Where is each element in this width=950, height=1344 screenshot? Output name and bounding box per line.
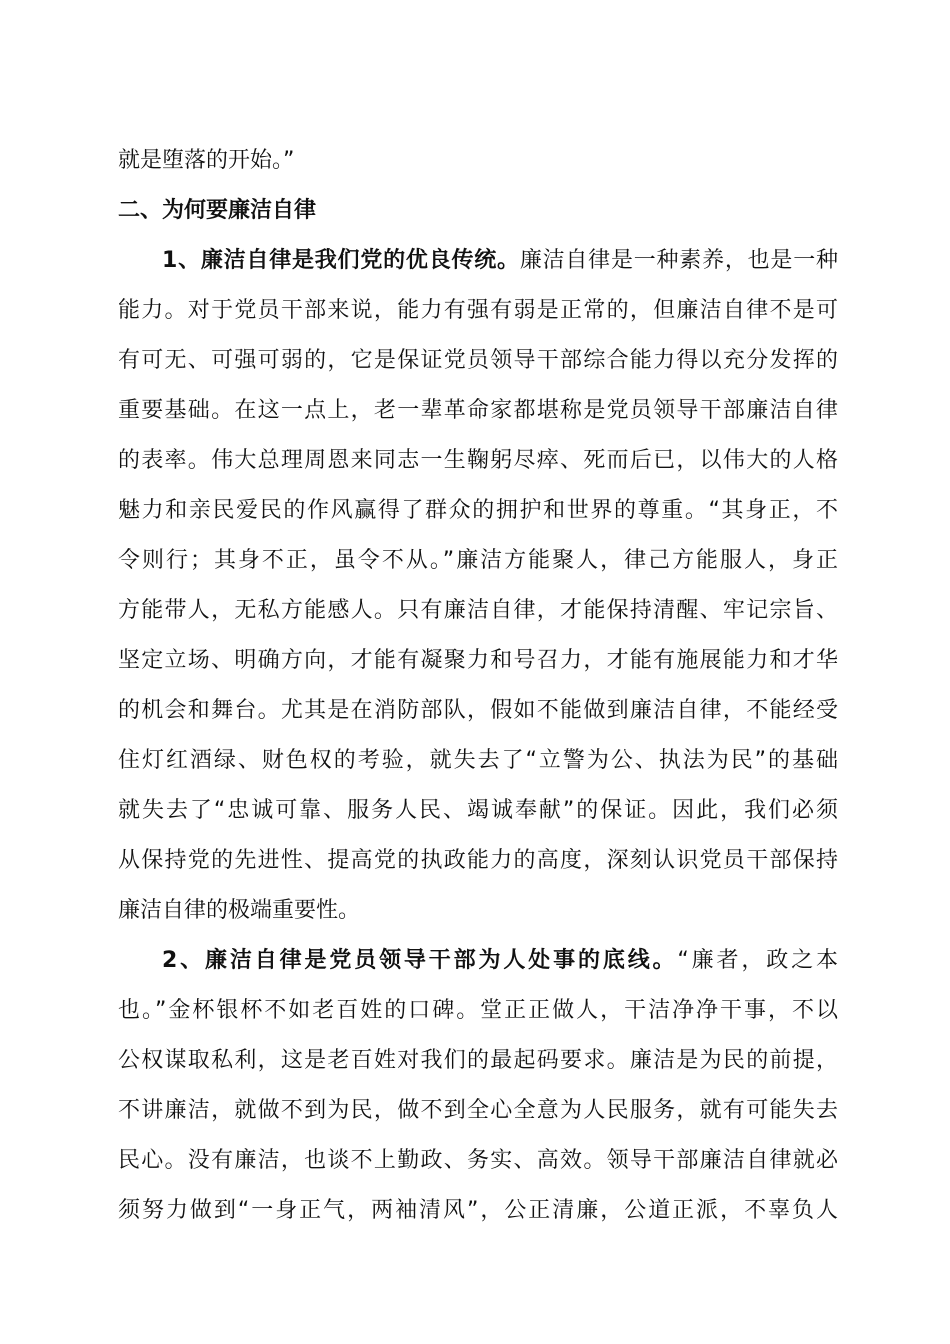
paragraph-line: 重要基础。在这一点上，老一辈革命家都堪称是党员领导干部廉洁自律: [118, 398, 838, 423]
paragraph-line: 须努力做到“一身正气，两袖清风”，公正清廉，公道正派，不辜负人: [118, 1198, 838, 1223]
paragraph-line: [118, 936, 838, 986]
paragraph-line: 就失去了“忠诚可靠、服务人民、竭诚奉献”的保证。因此，我们必须: [118, 798, 838, 823]
paragraph-lead: 1、廉洁自律是我们党的优良传统。: [162, 248, 520, 273]
document-body: [118, 136, 838, 1236]
paragraph-line: 从保持党的先进性、提高党的执政能力的高度，深刻认识党员干部保持: [118, 848, 838, 873]
paragraph-line: 不讲廉洁，就做不到为民，做不到全心全意为人民服务，就有可能失去: [118, 1098, 838, 1123]
section-heading: 二、为何要廉洁自律: [118, 198, 317, 223]
paragraph-line: 的表率。伟大总理周恩来同志一生鞠躬尽瘁、死而后已，以伟大的人格: [118, 448, 838, 473]
paragraph-line: 廉洁自律的极端重要性。: [118, 898, 361, 923]
paragraph-line: 民心。没有廉洁，也谈不上勤政、务实、高效。领导干部廉洁自律就必: [118, 1148, 838, 1173]
paragraph-lead: 2、廉洁自律是党员领导干部为人处事的底线。: [162, 948, 678, 973]
paragraph-2: [118, 936, 838, 1236]
paragraph-line: 能力。对于党员干部来说，能力有强有弱是正常的，但廉洁自律不是可: [118, 298, 838, 323]
paragraph-text: “廉者，政之本: [677, 948, 838, 973]
paragraph-line: [118, 236, 838, 286]
paragraph-line: 方能带人，无私方能感人。只有廉洁自律，才能保持清醒、牢记宗旨、: [118, 598, 838, 623]
paragraph-line: 公权谋取私利，这是老百姓对我们的最起码要求。廉洁是为民的前提，: [118, 1048, 838, 1073]
paragraph-line: 坚定立场、明确方向，才能有凝聚力和号召力，才能有施展能力和才华: [118, 648, 838, 673]
paragraph-line: 令则行；其身不正，虽令不从。”廉洁方能聚人，律己方能服人，身正: [118, 548, 838, 573]
intro-tail-line: 就是堕落的开始。”: [118, 148, 295, 173]
paragraph-1: [118, 236, 838, 936]
paragraph-line: 有可无、可强可弱的，它是保证党员领导干部综合能力得以充分发挥的: [118, 348, 838, 373]
paragraph-text: 廉洁自律是一种素养，也是一种: [519, 248, 838, 273]
paragraph-line: 的机会和舞台。尤其是在消防部队，假如不能做到廉洁自律，不能经受: [118, 698, 838, 723]
paragraph-line: 住灯红酒绿、财色权的考验，就失去了“立警为公、执法为民”的基础: [118, 748, 838, 773]
paragraph-line: 魅力和亲民爱民的作风赢得了群众的拥护和世界的尊重。“其身正，不: [118, 498, 838, 523]
paragraph-line: 也。”金杯银杯不如老百姓的口碑。堂正正做人，干洁净净干事，不以: [118, 998, 838, 1023]
